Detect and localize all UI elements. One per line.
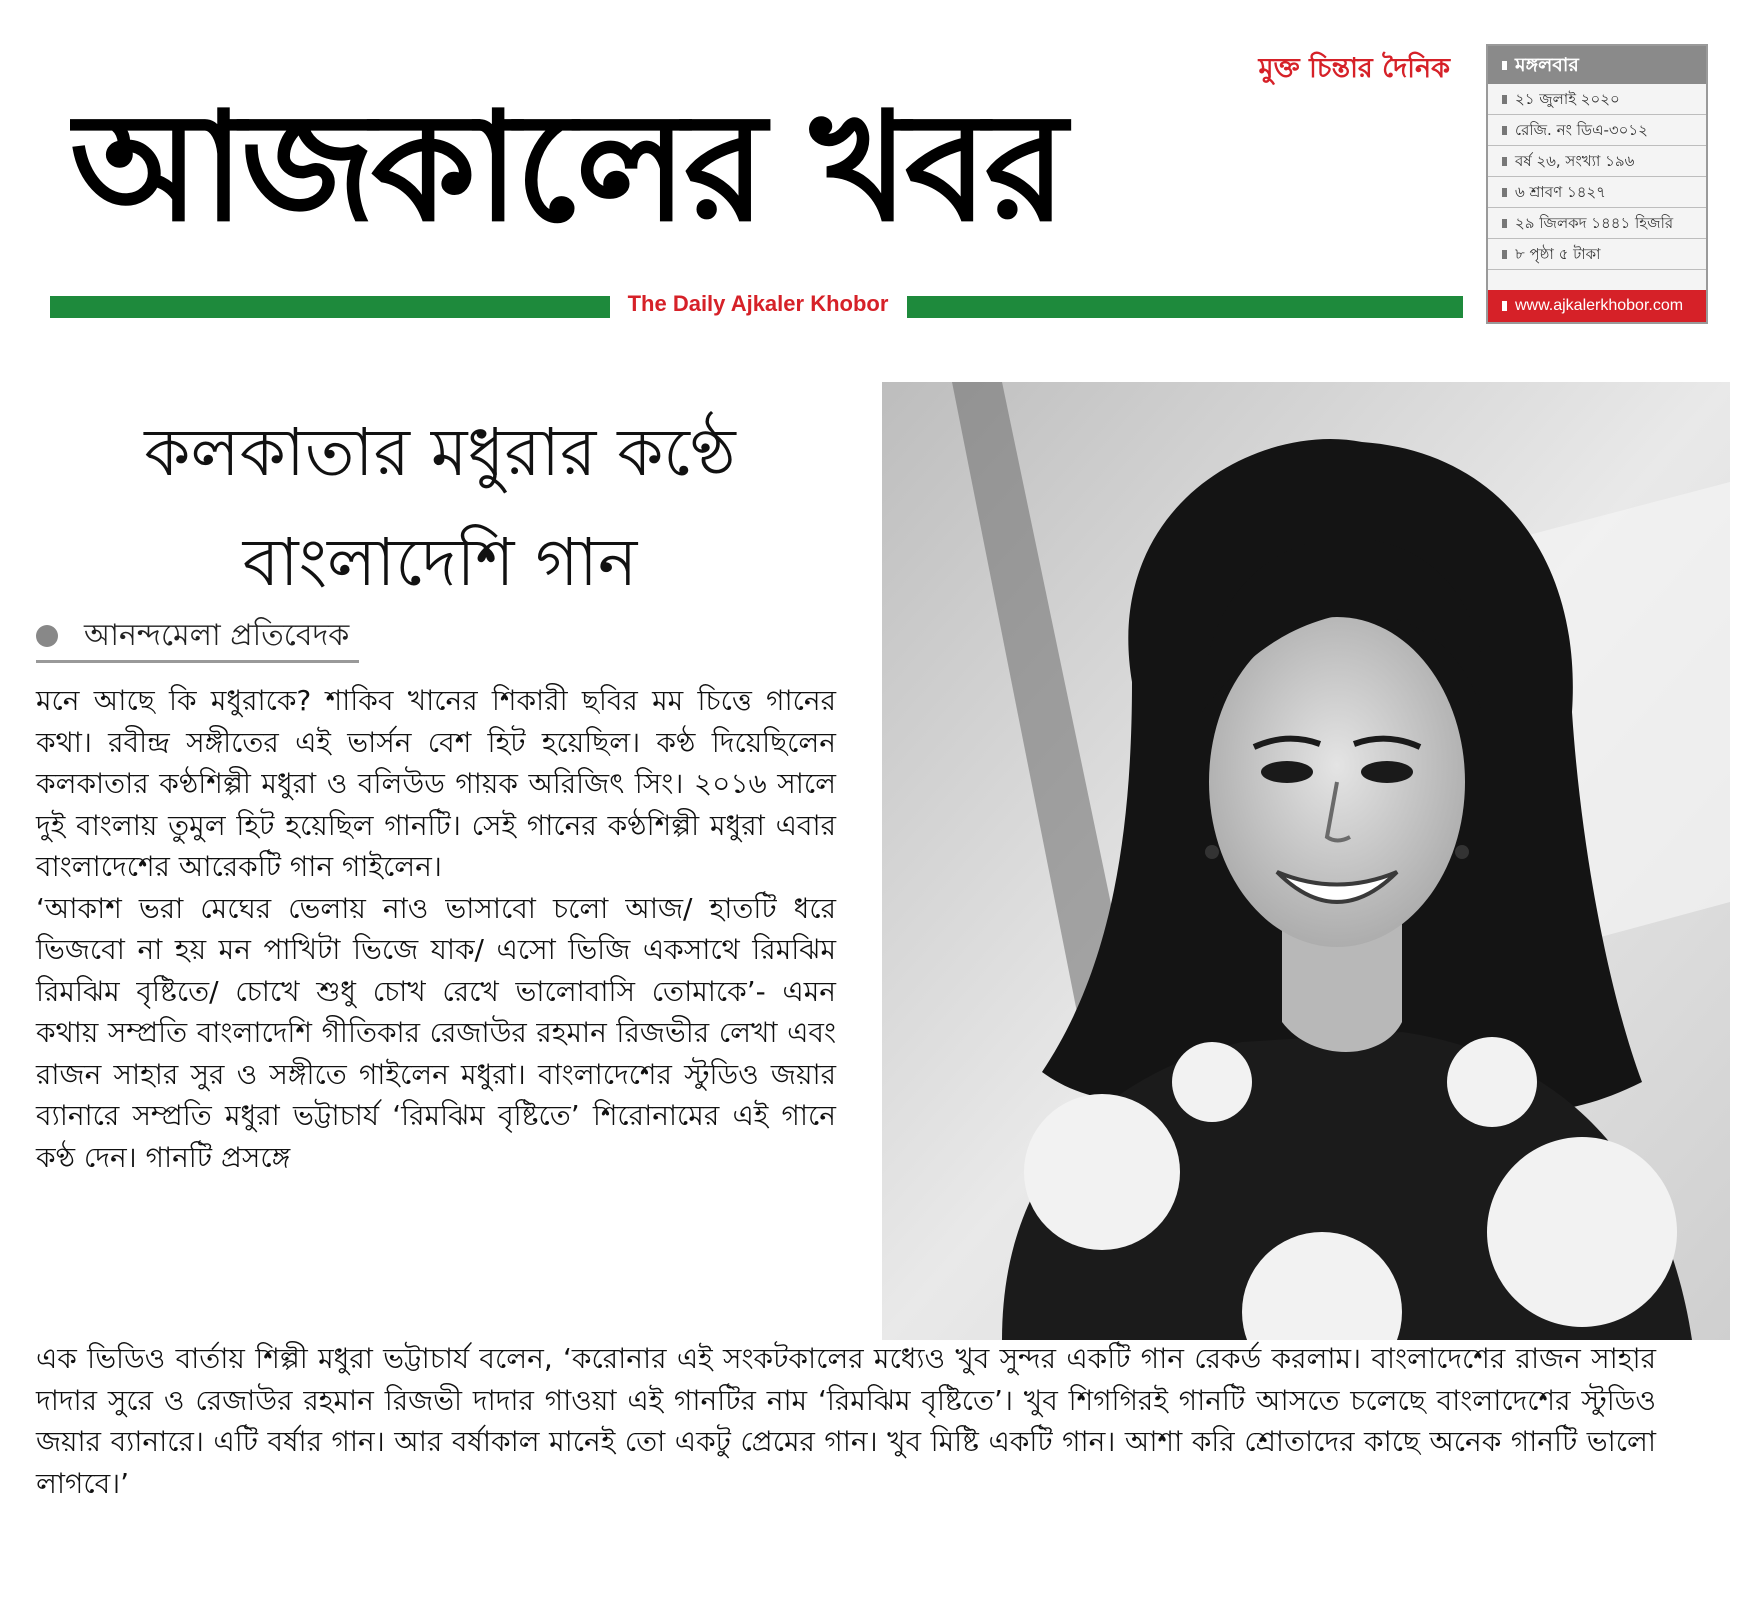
masthead [0, 0, 1762, 330]
article-body-full-width [36, 1338, 1656, 1504]
byline-text: আনন্দমেলা প্রতিবেদক [84, 617, 350, 653]
masthead-rule-right [907, 296, 1463, 318]
byline [36, 612, 359, 663]
masthead-rule-left [50, 296, 610, 318]
article-paragraph-2: ‘আকাশ ভরা মেঘের ভেলায় নাও ভাসাবো চলো আজ/ হাতটি ধরে ভিজবো না হয় মন পাখিটা ভিজে যাক/ এসো ভিজি একসাথে রিমঝিম রিমঝিম বৃষ্টিতে/ চোখে শুধু চোখ রেখে ভালোবাসি তোমাকে’- এমন কথায় সম্প্রতি বাংলাদেশি গীতিকার রেজাউর রহমান রিজভীর লেখা এবং রাজন সাহার সুর ও সঙ্গীতে গাইলেন মধুরা। বাংলাদেশের স্টুডিও জয়ার ব্যানারে সম্প্রতি মধুরা ভট্টাচার্য ‘রিমঝিম বৃষ্টিতে’ শিরোনামের এই গানে কণ্ঠ দেন। গানটি প্রসঙ্গে [36, 891, 836, 1174]
headline-line-1: কলকাতার মধুরার কণ্ঠে [144, 414, 736, 491]
headline-line-2: বাংলাদেশি গান [242, 524, 638, 601]
edition-volume: বর্ষ ২৬, সংখ্যা ১৯৬ [1488, 146, 1706, 177]
byline-bullet-icon [36, 625, 58, 647]
edition-hijri-date: ২৯ জিলকদ ১৪৪১ হিজরি [1488, 208, 1706, 239]
masthead-tagline: মুক্ত চিন্তার দৈনিক [1258, 53, 1450, 84]
article-body-column [36, 680, 836, 1178]
edition-bangla-date: ৬ শ্রাবণ ১৪২৭ [1488, 177, 1706, 208]
english-name: The Daily Ajkaler Khobor [627, 291, 889, 316]
edition-pages-price: ৮ পৃষ্ঠা ৫ টাকা [1488, 239, 1706, 270]
article-headline [30, 398, 850, 618]
article-paragraph-1: মনে আছে কি মধুরাকে? শাকিব খানের শিকারী ছবির মম চিত্তে গানের কথা। রবীন্দ্র সঙ্গীতের এই ভার্সন বেশ হিট হয়েছিল। কণ্ঠ দিয়েছিলেন কলকাতার কণ্ঠশিল্পী মধুরা ও বলিউড গায়ক অরিজিৎ সিং। ২০১৬ সালে দুই বাংলায় তুমুল হিট হয়েছিল গানটি। সেই গানের কণ্ঠশিল্পী মধুরা এবার বাংলাদেশের আরেকটি গান গাইলেন। [36, 684, 836, 883]
singer-photo-illustration [882, 382, 1730, 1340]
edition-day: মঙ্গলবার [1488, 46, 1706, 84]
edition-date: ২১ জুলাই ২০২০ [1488, 84, 1706, 115]
newspaper-logo: আজকালের খবর [70, 81, 1063, 255]
edition-registration: রেজি. নং ডিএ-৩০১২ [1488, 115, 1706, 146]
website-link[interactable]: www.ajkalerkhobor.com [1488, 290, 1706, 322]
singer-photo [882, 382, 1730, 1340]
article-paragraph-3: এক ভিডিও বার্তায় শিল্পী মধুরা ভট্টাচার্য বলেন, ‘করোনার এই সংকটকালের মধ্যেও খুব সুন্দর একটি গান রেকর্ড করলাম। বাংলাদেশের রাজন সাহার দাদার সুরে ও রেজাউর রহমান রিজভী দাদার গাওয়া এই গানটির নাম ‘রিমঝিম বৃষ্টিতে’। খুব শিগগিরই গানটি আসতে চলেছে বাংলাদেশের স্টুডিও জয়ার ব্যানারে। এটি বর্ষার গান। আর বর্ষাকাল মানেই তো একটু প্রেমের গান। খুব মিষ্টি একটি গান। আশা করি শ্রোতাদের কাছে অনেক গানটি ভালো লাগবে।’ [36, 1342, 1656, 1500]
edition-info-box [1486, 44, 1708, 324]
